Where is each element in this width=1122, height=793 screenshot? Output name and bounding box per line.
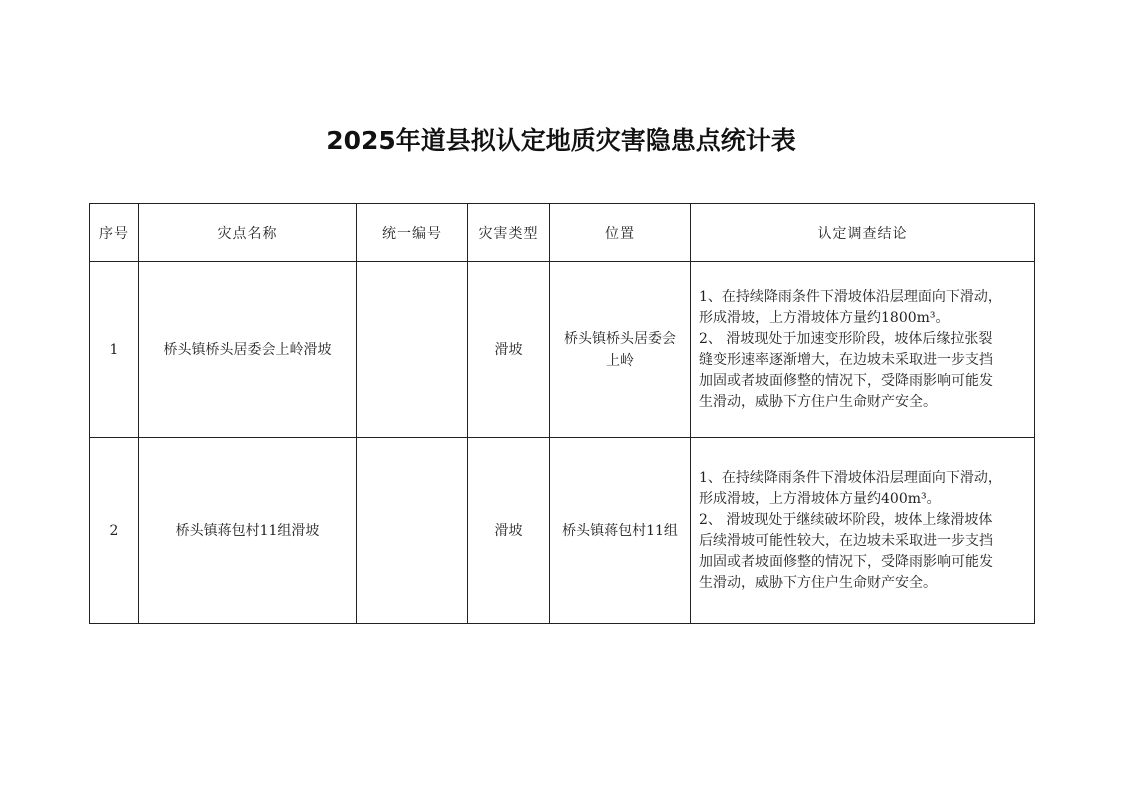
page-title: 2025年道县拟认定地质灾害隐患点统计表 — [326, 126, 796, 155]
header-code: 统一编号 — [357, 204, 468, 262]
cell-location: 桥头镇蒋包村11组 — [550, 438, 691, 624]
hazard-statistics-table — [89, 203, 1035, 624]
conclusion-line: 加固或者坡面修整的情况下，受降雨影响可能发 — [699, 553, 993, 570]
cell-type: 滑坡 — [468, 262, 550, 438]
cell-code — [357, 438, 468, 624]
table-row — [90, 262, 1035, 438]
conclusion-line: 2、 滑坡现处于加速变形阶段，坡体后缘拉张裂 — [699, 330, 993, 347]
header-type: 灾害类型 — [468, 204, 550, 262]
header-index: 序号 — [90, 204, 139, 262]
conclusion-line: 1、在持续降雨条件下滑坡体沿层理面向下滑动， — [699, 288, 1002, 305]
header-name: 灾点名称 — [139, 204, 357, 262]
cell-index: 1 — [90, 262, 139, 438]
conclusion-line: 形成滑坡，上方滑坡体方量约1800m³。 — [699, 309, 950, 326]
conclusion-line: 缝变形速率逐渐增大，在边坡未采取进一步支挡 — [699, 351, 993, 368]
conclusion-line: 生滑动，威胁下方住户生命财产安全。 — [699, 393, 937, 410]
conclusion-line: 2、 滑坡现处于继续破坏阶段，坡体上缘滑坡体 — [699, 511, 993, 528]
table-row — [90, 438, 1035, 624]
conclusion-line: 后续滑坡可能性较大，在边坡未采取进一步支挡 — [699, 532, 993, 549]
header-location: 位置 — [550, 204, 691, 262]
cell-code — [357, 262, 468, 438]
conclusion-line: 加固或者坡面修整的情况下，受降雨影响可能发 — [699, 372, 993, 389]
cell-conclusion — [691, 262, 1035, 438]
cell-type: 滑坡 — [468, 438, 550, 624]
cell-location: 桥头镇桥头居委会上岭 — [550, 262, 691, 438]
cell-index: 2 — [90, 438, 139, 624]
conclusion-line: 1、在持续降雨条件下滑坡体沿层理面向下滑动， — [699, 469, 1002, 486]
header-conclusion: 认定调查结论 — [691, 204, 1035, 262]
conclusion-line: 形成滑坡，上方滑坡体方量约400m³。 — [699, 490, 941, 507]
table-header-row — [90, 204, 1035, 262]
conclusion-line: 生滑动，威胁下方住户生命财产安全。 — [699, 574, 937, 591]
cell-name: 桥头镇桥头居委会上岭滑坡 — [139, 262, 357, 438]
cell-name: 桥头镇蒋包村11组滑坡 — [139, 438, 357, 624]
cell-conclusion — [691, 438, 1035, 624]
